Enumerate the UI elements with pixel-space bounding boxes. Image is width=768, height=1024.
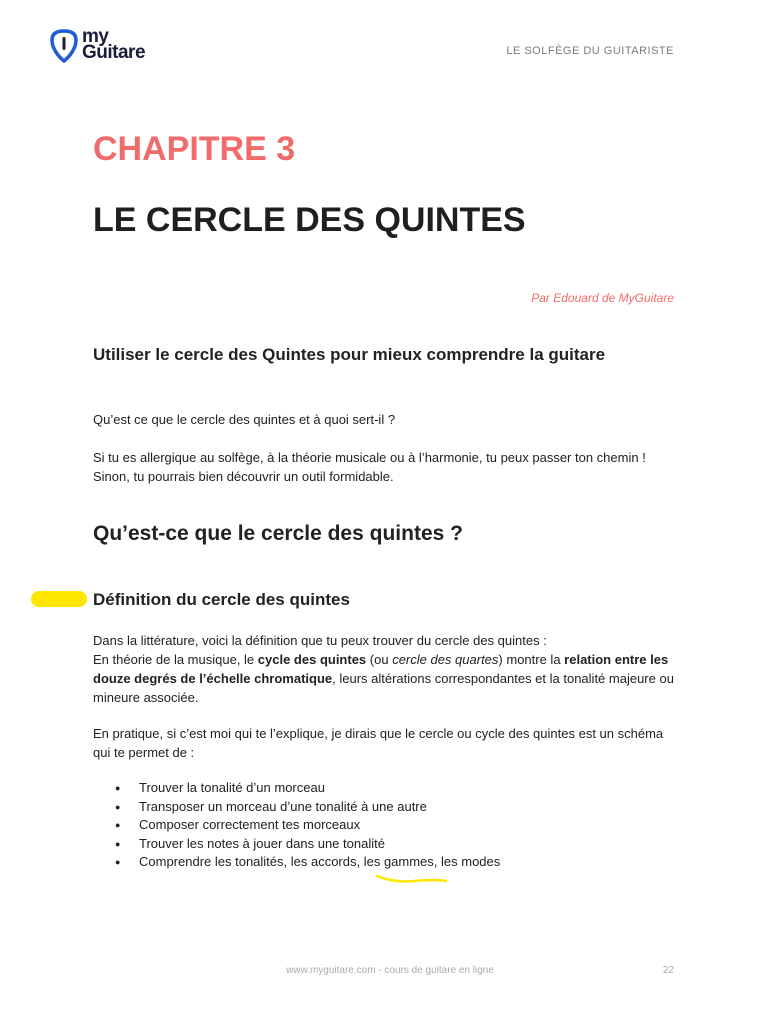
chapter-label: CHAPITRE 3 [93, 130, 296, 168]
page-number: 22 [662, 965, 674, 976]
intro-paragraph [93, 448, 683, 486]
practice-paragraph: En pratique, si c’est moi qui te l’explique, je dirais que le cercle ou cycle des quintes est un schéma qui te permet de : [93, 726, 664, 760]
chapter-title: LE CERCLE DES QUINTES [93, 201, 526, 239]
logo-text-guitare: Guitare [82, 42, 146, 63]
definition-paragraph [93, 631, 683, 707]
list-item: ● Trouver les notes à jouer dans une tonalité [93, 835, 683, 854]
definition-text [93, 650, 683, 707]
highlighter-mark [31, 591, 87, 607]
header-title: LE SOLFÈGE DU GUITARISTE [506, 45, 674, 57]
intro-line-1: Si tu es allergique au solfège, à la théorie musicale ou à l’harmonie, tu peux passer ton chemin ! [93, 450, 646, 465]
usage-list [93, 779, 683, 872]
def-part-g: , leurs altérations correspondantes et la tonalité majeure ou mineure associée. [93, 671, 674, 705]
def-part-a: En théorie de la musique, le [93, 652, 258, 667]
intro-question: Qu’est ce que le cercle des quintes et à quoi sert-il ? [93, 412, 396, 427]
definition-intro: Dans la littérature, voici la définition que tu peux trouver du cercle des quintes : [93, 633, 547, 648]
section-heading-definition: Définition du cercle des quintes [93, 590, 350, 609]
section-heading-what-is: Qu’est-ce que le cercle des quintes ? [93, 522, 463, 545]
list-item: ● Composer correctement tes morceaux [93, 816, 683, 835]
def-part-e: ) montre la [498, 652, 565, 667]
list-item: ● Comprendre les tonalités, les accords, les gammes, les modes [93, 853, 683, 872]
def-italic-quartes: cercle des quartes [392, 652, 499, 667]
guitar-pick-icon [50, 29, 78, 63]
author-line: Par Edouard de MyGuitare [531, 291, 674, 305]
section-heading-usage: Utiliser le cercle des Quintes pour mieux comprendre la guitare [93, 345, 606, 364]
list-item: ● Transposer un morceau d’une tonalité à une autre [93, 798, 683, 817]
logo [50, 28, 170, 68]
list-item: ● Trouver la tonalité d’un morceau [93, 779, 683, 798]
def-bold-cycle: cycle des quintes [257, 652, 367, 667]
intro-line-2: Sinon, tu pourrais bien découvrir un outil formidable. [93, 469, 394, 484]
def-part-c: (ou [366, 652, 393, 667]
def-bold-relation: relation entre les douze degrés de l’échelle chromatique [93, 652, 669, 686]
highlighter-underline [374, 872, 450, 886]
footer-text: www.myguitare.com - cours de guitare en ligne [286, 965, 494, 976]
logo-text-my: my [82, 26, 109, 47]
